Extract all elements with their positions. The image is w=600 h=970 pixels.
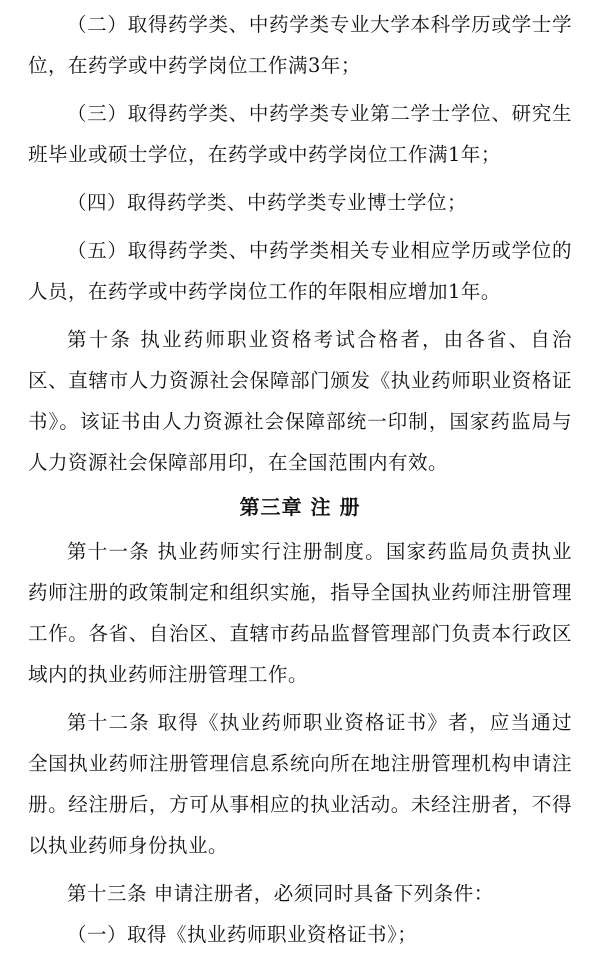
- clause-4: （四）取得药学类、中药学类专业博士学位；: [67, 191, 468, 214]
- article-11: 第十一条 执业药师实行注册制度。国家药监局负责执业药师注册的政策制定和组织实施，指导全国执业药师注册管理工作。各省、自治区、直辖市药品监督管理部门负责本行政区域内的执业药师注册管理工作。: [28, 540, 572, 686]
- clause-3: （三）取得药学类、中药学类专业第二学士学位、研究生班毕业或硕士学位，在药学或中药学岗位工作满1年；: [28, 102, 572, 166]
- article-10: 第十条 执业药师职业资格考试合格者，由各省、自治区、直辖市人力资源社会保障部门颁发《执业药师职业资格证书》。该证书由人力资源社会保障部统一印制，国家药监局与人力资源社会保障部用印，在全国范围内有效。: [28, 328, 572, 474]
- clause-2: （二）取得药学类、中药学类专业大学本科学历或学士学位，在药学或中药学岗位工作满3年；: [28, 13, 572, 77]
- chapter-heading: 第三章 注 册: [239, 495, 361, 519]
- article-13-clause-1: （一）取得《执业药师职业资格证书》；: [67, 923, 418, 946]
- article-13: 第十三条 申请注册者，必须同时具备下列条件：: [67, 882, 494, 905]
- clause-5: （五）取得药学类、中药学类相关专业相应学历或学位的人员，在药学或中药学岗位工作的年限相应增加1年。: [28, 239, 572, 303]
- article-12: 第十二条 取得《执业药师职业资格证书》者，应当通过全国执业药师注册管理信息系统向所在地注册管理机构申请注册。经注册后，方可从事相应的执业活动。未经注册者，不得以执业药师身份执业。: [28, 711, 572, 857]
